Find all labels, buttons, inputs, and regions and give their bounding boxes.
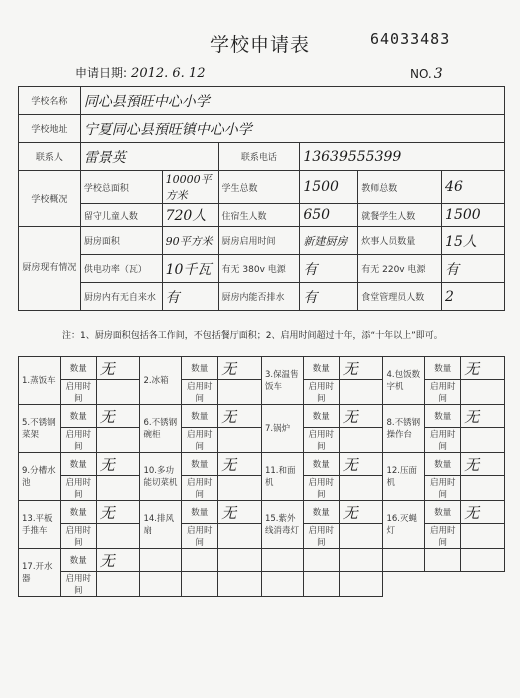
start-time-label: 启用时间 — [303, 428, 339, 453]
power-text: 10千瓦 — [165, 261, 212, 278]
v220-text: 有 — [445, 261, 460, 278]
students-value — [300, 171, 358, 204]
no-label: NO. — [410, 67, 432, 81]
canteen-mgr-label: 食堂管理员人数 — [358, 283, 442, 311]
qty-text: 无 — [221, 407, 237, 426]
equipment-name: 11.和面机 — [261, 453, 303, 501]
kitchen-time-label: 厨房启用时间 — [218, 227, 300, 255]
equipment-table — [18, 356, 505, 597]
qty-value — [96, 453, 140, 476]
qty-value — [339, 501, 383, 524]
empty-cell — [140, 572, 182, 597]
contact-text: 雷景英 — [83, 149, 126, 166]
qty-label: 数量 — [303, 453, 339, 476]
qty-value — [461, 453, 505, 476]
v220-label: 有无 220v 电源 — [358, 255, 442, 283]
power-value — [162, 255, 218, 283]
qty-value — [339, 357, 383, 380]
start-time-label: 启用时间 — [425, 524, 461, 549]
students-text: 1500 — [303, 179, 339, 195]
drain-label: 厨房内能否排水 — [218, 283, 300, 311]
qty-label: 数量 — [60, 549, 96, 572]
start-time-label: 启用时间 — [182, 380, 218, 405]
qty-label: 数量 — [182, 357, 218, 380]
cook-count-label: 炊事人员数量 — [358, 227, 442, 255]
equipment-name: 8.不锈钢操作台 — [383, 405, 425, 453]
qty-value — [96, 405, 140, 428]
start-time-label: 启用时间 — [303, 380, 339, 405]
serial-number: 64033483 — [370, 30, 451, 48]
v220-value — [442, 255, 505, 283]
school-address-text: 宁夏同心县預旺镇中心小学 — [83, 121, 252, 138]
start-time-value — [218, 524, 262, 549]
lunch-text: 1500 — [445, 207, 481, 223]
canteen-mgr-value — [442, 283, 505, 311]
drain-value — [300, 283, 358, 311]
start-time-label: 启用时间 — [182, 524, 218, 549]
start-time-label: 启用时间 — [60, 476, 96, 501]
qty-text: 无 — [99, 359, 115, 378]
no-value: 3 — [433, 66, 443, 82]
empty-cell — [339, 572, 383, 597]
equipment-name: 6.不锈钢碗柜 — [140, 405, 182, 453]
qty-text: 无 — [464, 359, 480, 378]
start-time-value — [461, 380, 505, 405]
school-address-label: 学校地址 — [19, 115, 81, 143]
teachers-label: 教师总数 — [358, 171, 442, 204]
qty-label: 数量 — [182, 501, 218, 524]
start-time-value — [96, 476, 140, 501]
start-time-value — [339, 380, 383, 405]
equipment-name: 15.紫外线消毒灯 — [261, 501, 303, 549]
area-text: 10000平方米 — [165, 173, 212, 202]
qty-text: 无 — [99, 407, 115, 426]
qty-value — [96, 357, 140, 380]
boarding-text: 650 — [303, 207, 331, 223]
qty-text: 无 — [342, 503, 358, 522]
empty-cell — [261, 549, 303, 572]
equipment-name: 16.灭蝇灯 — [383, 501, 425, 549]
form-note: 注：1、厨房面积包括各工作间，不包括餐厅面积；2、启用时间超过十年，添“十年以上”即可。 — [62, 331, 443, 341]
kitchen-area-text: 90平方米 — [165, 234, 213, 248]
equipment-row — [19, 501, 505, 524]
qty-value — [218, 357, 262, 380]
equipment-row — [19, 549, 505, 572]
qty-label: 数量 — [60, 453, 96, 476]
drain-text: 有 — [303, 289, 318, 306]
equipment-name: 3.保温售饭车 — [261, 357, 303, 405]
start-time-value — [339, 524, 383, 549]
qty-value — [461, 501, 505, 524]
qty-value — [339, 453, 383, 476]
start-time-value — [339, 428, 383, 453]
equipment-row — [19, 357, 505, 380]
qty-text: 无 — [221, 359, 237, 378]
area-label: 学校总面积 — [80, 171, 162, 204]
start-time-label: 启用时间 — [182, 476, 218, 501]
qty-label: 数量 — [303, 405, 339, 428]
application-date — [75, 64, 205, 81]
start-time-label: 启用时间 — [60, 572, 96, 597]
qty-value — [339, 405, 383, 428]
start-time-label: 启用时间 — [60, 428, 96, 453]
school-name-value — [80, 87, 504, 115]
equipment-name: 5.不锈钢菜架 — [19, 405, 61, 453]
qty-value — [96, 501, 140, 524]
start-time-value — [339, 476, 383, 501]
empty-cell — [261, 572, 303, 597]
phone-text: 13639555399 — [303, 148, 402, 165]
cook-count-text: 15人 — [445, 233, 477, 250]
qty-label: 数量 — [425, 453, 461, 476]
start-time-label: 启用时间 — [425, 476, 461, 501]
v380-label: 有无 380v 电源 — [218, 255, 300, 283]
boarding-label: 住宿生人数 — [218, 204, 300, 227]
phone-value — [300, 143, 505, 171]
empty-cell — [182, 549, 218, 572]
qty-text: 无 — [464, 455, 480, 474]
start-time-value — [461, 428, 505, 453]
qty-text: 无 — [99, 503, 115, 522]
empty-cell — [218, 572, 262, 597]
qty-text: 无 — [342, 359, 358, 378]
school-name-label: 学校名称 — [19, 87, 81, 115]
phone-label: 联系电话 — [218, 143, 300, 171]
contact-value — [80, 143, 218, 171]
water-label: 厨房内有无自来水 — [80, 283, 162, 311]
kitchen-area-value — [162, 227, 218, 255]
kitchen-time-text: 新建厨房 — [303, 234, 348, 248]
equipment-name: 10.多功能切菜机 — [140, 453, 182, 501]
empty-cell — [303, 572, 339, 597]
start-time-value — [96, 524, 140, 549]
qty-label: 数量 — [303, 501, 339, 524]
qty-text: 无 — [342, 455, 358, 474]
left-behind-value — [162, 204, 218, 227]
qty-label: 数量 — [425, 405, 461, 428]
equipment-name: 9.分槽水池 — [19, 453, 61, 501]
water-value — [162, 283, 218, 311]
kitchen-area-label: 厨房面积 — [80, 227, 162, 255]
overview-label: 学校概况 — [19, 171, 81, 227]
lunch-value — [442, 204, 505, 227]
qty-label: 数量 — [60, 357, 96, 380]
qty-value — [218, 405, 262, 428]
equipment-row — [19, 572, 505, 597]
equipment-name: 1.蒸饭车 — [19, 357, 61, 405]
lunch-label: 就餐学生人数 — [358, 204, 442, 227]
left-behind-label: 留守儿童人数 — [80, 204, 162, 227]
start-time-label: 启用时间 — [425, 380, 461, 405]
left-behind-text: 720人 — [165, 208, 207, 224]
canteen-mgr-text: 2 — [445, 288, 454, 305]
contact-label: 联系人 — [19, 143, 81, 171]
qty-text: 无 — [221, 503, 237, 522]
students-label: 学生总数 — [218, 171, 300, 204]
school-info-table — [18, 86, 505, 311]
equipment-name: 17.开水器 — [19, 549, 61, 597]
equipment-name: 12.压面机 — [383, 453, 425, 501]
start-time-value — [461, 524, 505, 549]
qty-text: 无 — [464, 503, 480, 522]
power-label: 供电功率（瓦） — [80, 255, 162, 283]
start-time-label: 启用时间 — [182, 428, 218, 453]
start-time-value — [218, 380, 262, 405]
equipment-row — [19, 405, 505, 428]
date-label: 申请日期: — [75, 66, 128, 80]
start-time-label: 启用时间 — [303, 476, 339, 501]
kitchen-label: 厨房现有情况 — [19, 227, 81, 311]
empty-cell — [425, 549, 461, 572]
equipment-body — [19, 357, 505, 597]
equipment-name: 7.锅炉 — [261, 405, 303, 453]
teachers-text: 46 — [445, 179, 463, 195]
qty-label: 数量 — [60, 501, 96, 524]
date-value: 2012. 6. 12 — [131, 66, 206, 81]
start-time-value — [96, 572, 140, 597]
v380-value — [300, 255, 358, 283]
equipment-row — [19, 453, 505, 476]
qty-label: 数量 — [425, 357, 461, 380]
start-time-value — [218, 428, 262, 453]
start-time-label: 启用时间 — [425, 428, 461, 453]
qty-value — [218, 501, 262, 524]
empty-cell — [140, 549, 182, 572]
qty-value — [461, 405, 505, 428]
equipment-name: 2.冰箱 — [140, 357, 182, 405]
school-name-text: 同心县預旺中心小学 — [83, 93, 210, 110]
start-time-label: 启用时间 — [60, 380, 96, 405]
start-time-label: 启用时间 — [60, 524, 96, 549]
qty-label: 数量 — [60, 405, 96, 428]
water-text: 有 — [165, 289, 180, 306]
qty-label: 数量 — [182, 405, 218, 428]
empty-cell — [218, 549, 262, 572]
qty-label: 数量 — [303, 357, 339, 380]
equipment-name: 4.包饭数字机 — [383, 357, 425, 405]
qty-text: 无 — [99, 455, 115, 474]
empty-cell — [383, 549, 425, 572]
qty-text: 无 — [99, 551, 115, 570]
empty-cell — [461, 549, 505, 572]
equipment-name: 13.平板手推车 — [19, 501, 61, 549]
boarding-value — [300, 204, 358, 227]
qty-label: 数量 — [182, 453, 218, 476]
cook-count-value — [442, 227, 505, 255]
qty-value — [218, 453, 262, 476]
start-time-value — [96, 428, 140, 453]
v380-text: 有 — [303, 261, 318, 278]
qty-text: 无 — [464, 407, 480, 426]
start-time-value — [96, 380, 140, 405]
document-number — [410, 66, 443, 82]
kitchen-time-value — [300, 227, 358, 255]
qty-text: 无 — [342, 407, 358, 426]
form-title: 学校申请表 — [209, 34, 310, 56]
qty-text: 无 — [221, 455, 237, 474]
equipment-name: 14.排风扇 — [140, 501, 182, 549]
qty-value — [96, 549, 140, 572]
start-time-value — [218, 476, 262, 501]
empty-cell — [303, 549, 339, 572]
empty-cell — [182, 572, 218, 597]
school-address-value — [80, 115, 504, 143]
qty-label: 数量 — [425, 501, 461, 524]
area-value — [162, 171, 218, 204]
qty-value — [461, 357, 505, 380]
start-time-value — [461, 476, 505, 501]
teachers-value — [442, 171, 505, 204]
empty-cell — [339, 549, 383, 572]
start-time-label: 启用时间 — [303, 524, 339, 549]
